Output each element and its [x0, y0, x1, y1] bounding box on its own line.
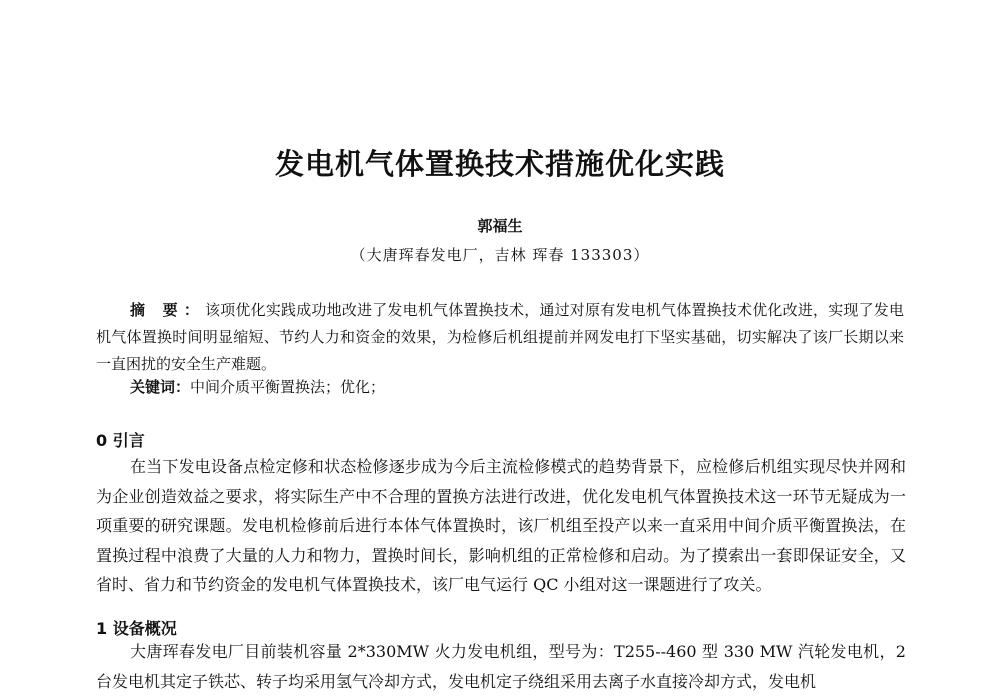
abstract-label: 摘 要： — [130, 301, 206, 319]
paper-title: 发电机气体置换技术措施优化实践 — [274, 147, 725, 181]
abstract — [96, 297, 904, 378]
section-paragraph-equipment: 大唐珲春发电厂目前装机容量 2*330MW 火力发电机组，型号为：T255--460 型 330 MW 汽轮发电机，2 台发电机其定子铁芯、转子均采用氢气冷却方式，发电机定子绕组采用去离子水直接冷却方式，发电机 — [96, 642, 906, 691]
author-affiliation: （大唐珲春发电厂，吉林 珲春 133303） — [350, 246, 650, 264]
section-paragraph-introduction: 在当下发电设备点检定修和状态检修逐步成为今后主流检修模式的趋势背景下，应检修后机组实现尽快并网和为企业创造效益之要求，将实际生产中不合理的置换方法进行改进，优化发电机气体置换技术这一环节无疑成为一项重要的研究课题。发电机检修前后进行本体气体置换时，该厂机组至投产以来一直采用中间介质平衡置换法，在置换过程中浪费了大量的人力和物力，置换时间长，影响机组的正常检修和启动。为了摸索出一套即保证安全，又省时、省力和节约资金的发电机气体置换技术，该厂电气运行 QC 小组对这一课题进行了攻关。 — [96, 457, 906, 594]
keywords-label: 关键词： — [130, 378, 191, 396]
keywords — [130, 376, 900, 397]
abstract-text: 该项优化实践成功地改进了发电机气体置换技术，通过对原有发电机气体置换技术优化改进，实现了发电机气体置换时间明显缩短、节约人力和资金的效果，为检修后机组提前并网发电打下坚实基础，切实解决了该厂长期以来一直困扰的安全生产难题。 — [96, 301, 904, 373]
keywords-text: 中间介质平衡置换法；优化； — [190, 378, 386, 396]
section-heading-equipment: 1 设备概况 — [96, 619, 177, 638]
author-name: 郭福生 — [477, 217, 523, 235]
section-heading-introduction: 0 引言 — [96, 431, 145, 450]
